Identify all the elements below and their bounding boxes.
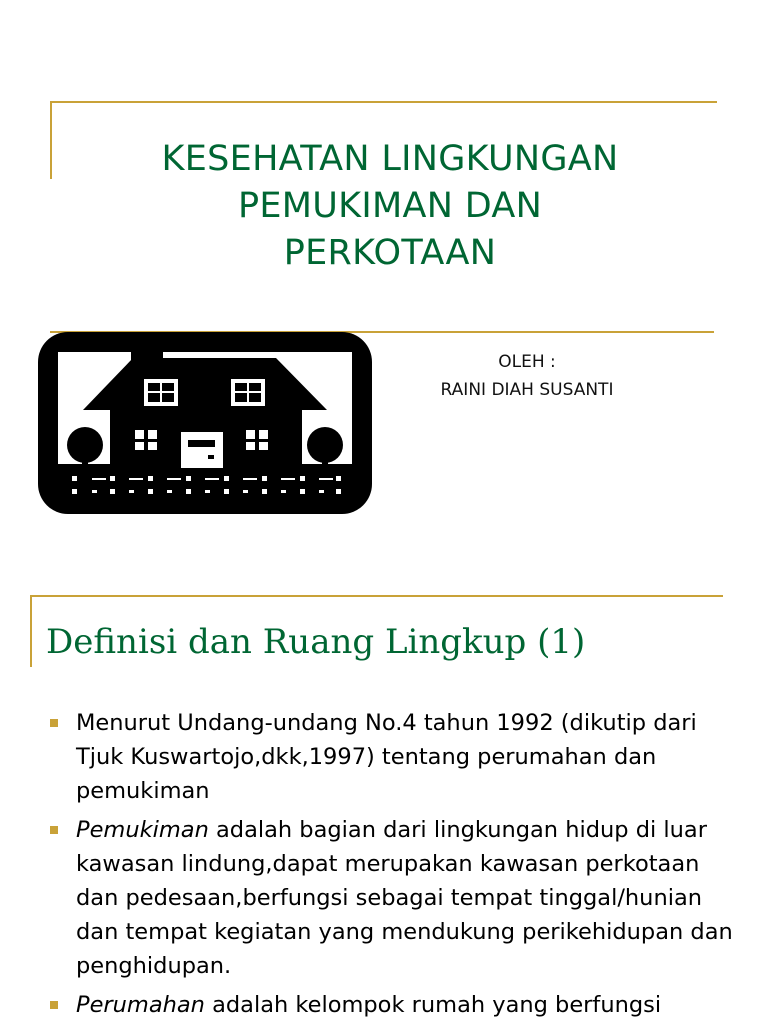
byline-label: OLEH : [498, 352, 556, 372]
house-icon [38, 332, 372, 514]
left-rule [30, 595, 32, 667]
title-line: KESEHATAN LINGKUNGAN [161, 139, 619, 179]
title-line: PEMUKIMAN DAN [237, 186, 543, 226]
bullet-marker [50, 1001, 58, 1009]
list-item [46, 706, 736, 808]
title-line: PERKOTAAN [283, 233, 497, 273]
top-rule [30, 595, 723, 597]
author-block [392, 348, 662, 404]
bullet-term: Pemukiman [76, 817, 209, 843]
bullet-text: Menurut Undang-undang No.4 tahun 1992 (dikutip dari Tjuk Kuswartojo,dkk,1997) tentang perumahan dan pemukiman [76, 710, 697, 804]
bullet-list [46, 706, 736, 1027]
slide-heading: Definisi dan Ruang Lingkup (1) [46, 622, 586, 662]
list-item [46, 813, 736, 983]
author-name: RAINI DIAH SUSANTI [440, 380, 614, 400]
bullet-marker [50, 826, 58, 834]
bullet-text: adalah kelompok rumah yang berfungsi [204, 992, 662, 1018]
bullet-marker [50, 719, 58, 727]
left-rule [50, 101, 52, 179]
bullet-term: Perumahan [76, 992, 205, 1018]
list-item [46, 988, 736, 1022]
slide-title [60, 136, 720, 277]
bullet-text: adalah bagian dari lingkungan hidup di luar kawasan lindung,dapat merupakan kawasan perkotaan dan pedesaan,berfungsi sebagai tempat tinggal/hunian dan tempat kegiatan yang mendukung perikehidupan dan penghidupan. [76, 817, 733, 979]
top-rule [50, 101, 717, 103]
